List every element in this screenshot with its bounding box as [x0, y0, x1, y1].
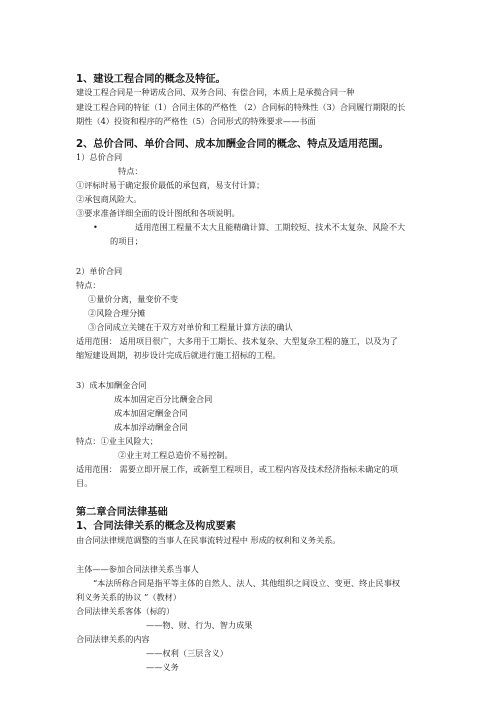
features-label: 特点： [76, 280, 101, 290]
chapter-title: 第二章合同法律基础 [76, 507, 168, 518]
object-items: ——物、财、行为、智力成果 [146, 620, 253, 630]
paragraph-line: 期性（4）投资和程序的严格性（5）合同形式的特殊要求——书面 [76, 116, 316, 126]
feature-item: ③要求准备详细全面的设计图纸和各项说明。 [76, 208, 240, 218]
scope-line: 目。 [76, 478, 93, 488]
definition-line: 由合同法律规范调整的当事人在民事流转过程中 形成的权利和义务关系。 [76, 535, 341, 545]
right-line: ——权利（三层含义） [146, 648, 228, 658]
feature-item: ②业主对工程总造价不易控制。 [118, 450, 233, 460]
subsection-title: 3）成本加酬金合同 [76, 380, 147, 390]
contract-type: 成本加固定酬金合同 [114, 408, 188, 418]
scope-line: 缩短建设周期，初步设计完成后就进行施工招标的工程。 [76, 350, 281, 360]
scope-line: 的项目； [110, 236, 143, 246]
feature-item: ①评标时易于确定报价最低的承包商，易支付计算； [76, 180, 265, 190]
feature-item: ①量价分离，量变价不变 [88, 294, 179, 304]
feature-item: ②风险合理分摊 [88, 308, 146, 318]
section-2-heading: 2、总价合同、单价合同、成本加酬金合同的概念、特点及适用范围。 [76, 139, 389, 150]
bullet-icon: • [93, 222, 98, 232]
subsection-title: 2）单价合同 [76, 266, 123, 276]
section-heading: 1、合同法律关系的概念及构成要素 [76, 521, 236, 532]
object-line: 合同法律关系客体（标的） [76, 606, 175, 616]
quote-line: “本法所称合同是指平等主体的自然人、法人、其他组织之间设立、变更、终止民事权 [93, 578, 401, 588]
subsection-title: 1）总价合同 [76, 152, 123, 162]
features-label: 特点： [118, 166, 143, 176]
duty-line: ——义务 [146, 662, 179, 672]
content-line: 合同法律关系的内容 [76, 634, 150, 644]
feature-item: ②承包商风险大。 [76, 194, 142, 204]
quote-line: 利义务关系的协议 ”（教材） [76, 592, 182, 602]
section-1-heading: 1、建设工程合同的概念及特征。 [76, 74, 226, 85]
subject-line: 主体——参加合同法律关系当事人 [76, 564, 199, 574]
scope-line: 适用范围工程量不太大且能精确计算、工期较短、技术不太复杂、风险不大 [135, 222, 406, 232]
scope-line: 适用范围： 需要立即开展工作，或新型工程项目，或工程内容及技术经济指标未确定的项 [76, 464, 398, 474]
scope-line: 适用范围： 适用项目很广，大多用于工期长、技术复杂、大型复杂工程的施工，以及为了 [76, 336, 398, 346]
feature-item: 特点：①业主风险大； [76, 436, 158, 446]
paragraph-line: 建设工程合同的特征（1）合同主体的严格性 （2）合同标的特殊性（3）合同履行期限的长 [76, 102, 406, 112]
paragraph-line: 建设工程合同是一种诺成合同、双务合同、有偿合同，本质上是承揽合同一种 [76, 87, 355, 97]
contract-type: 成本加浮动酬金合同 [114, 422, 188, 432]
contract-type: 成本加固定百分比酬金合同 [114, 394, 213, 404]
feature-item: ③合同成立关键在于双方对单价和工程量计算方法的确认 [88, 322, 293, 332]
